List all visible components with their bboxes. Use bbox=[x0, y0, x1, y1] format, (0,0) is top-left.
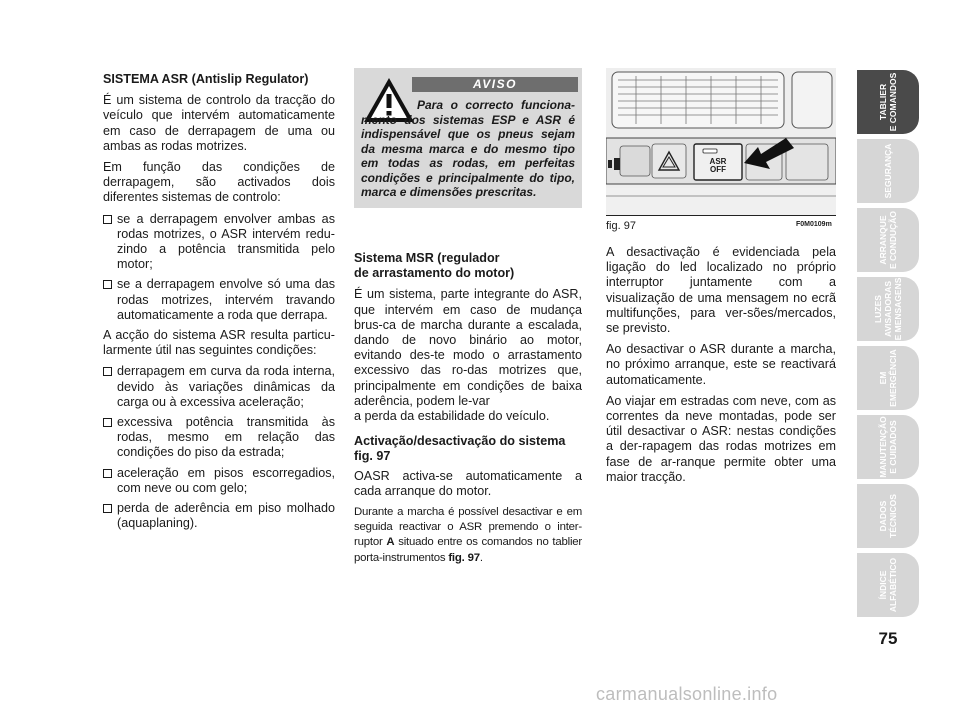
column-msr bbox=[354, 251, 582, 572]
paragraph: a perda da estabilidade do veículo. bbox=[354, 409, 550, 424]
list-item: se a derrapagem envolve só uma das rodas motrizes, intervém travando automaticamente a roda que derrapa. bbox=[103, 277, 335, 323]
list-item: perda de aderência em piso molhado (aquaplaning). bbox=[103, 501, 335, 531]
paragraph: A desactivação é evidenciada pela ligação do led localizado no próprio interruptor juntamente com a visualização de uma mensagem no ecrã multifunções, para ver-sões/mercados, se previsto. bbox=[606, 245, 836, 336]
checkbox-bullet-icon bbox=[103, 215, 112, 224]
list-item: aceleração em pisos escorregadios, com neve ou com gelo; bbox=[103, 466, 335, 496]
figure-asr-switch bbox=[606, 68, 836, 216]
column-asr bbox=[103, 72, 335, 536]
paragraph: É um sistema, parte integrante do ASR, que intervém em caso de mudança brus-ca de marcha durante a escalada, dando de novo binário ao motor, evitando des-te modo o arrastamento excessivo das ro-das motrizes que, principalmente em condições de baixa aderência, podem le-var bbox=[354, 287, 582, 408]
paragraph: A acção do sistema ASR resulta particu-larmente útil nas seguintes condições: bbox=[103, 328, 335, 358]
dashboard-illustration bbox=[606, 68, 836, 216]
list-item: se a derrapagem envolver ambas as rodas motrizes, o ASR intervém redu-zindo a potência transmitida pelo motor; bbox=[103, 212, 335, 273]
checkbox-bullet-icon bbox=[103, 469, 112, 478]
checkbox-bullet-icon bbox=[103, 280, 112, 289]
section-heading-activation: Activação/desactivação do sistema fig. 97 bbox=[354, 434, 566, 464]
tab-tablier-comandos[interactable]: TABLIER E COMANDOS bbox=[857, 70, 919, 134]
figure-code: F0M0109m bbox=[796, 221, 832, 228]
tab-emergencia[interactable]: EM EMERGÊNCIA bbox=[857, 346, 919, 410]
warning-text: Para o correcto funciona-mento dos sistemas ESP e ASR é indispensável que os pneus sejam da mesma marca e do mesmo tipo em todas as rodas, em perfeitas condições e principalmente do tipo, marca e dimensões prescritas. bbox=[361, 98, 575, 199]
paragraph: OASR activa-se automaticamente a cada arranque do motor. bbox=[354, 468, 582, 498]
tab-seguranca[interactable]: SEGURANÇA bbox=[857, 139, 919, 203]
tab-arranque-conducao[interactable]: ARRANQUE E CONDUÇÃO bbox=[857, 208, 919, 272]
tab-dados-tecnicos[interactable]: DADOS TÉCNICOS bbox=[857, 484, 919, 548]
checkbox-bullet-icon bbox=[103, 418, 112, 427]
section-heading-asr: SISTEMA ASR (Antislip Regulator) bbox=[103, 72, 309, 86]
watermark: carmanualsonline.info bbox=[596, 684, 778, 704]
paragraph: Em função das condições de derrapagem, são activados dois diferentes sistemas de controlo: bbox=[103, 160, 335, 205]
section-heading-msr: Sistema MSR (regulador de arrastamento do motor) bbox=[354, 251, 515, 281]
checkbox-bullet-icon bbox=[103, 504, 112, 513]
list-item: derrapagem em curva da roda interna, devido às variações dinâmicas da carga ou à excessiva aceleração; bbox=[103, 364, 335, 410]
list-item: excessiva potência transmitida às rodas, mesmo em relação das condições do piso da estrada; bbox=[103, 415, 335, 461]
paragraph: É um sistema de controlo da tracção do veículo que intervém automaticamente em caso de derrapagem de uma ou ambas as rodas motrizes. bbox=[103, 93, 335, 153]
warning-title: AVISO bbox=[412, 77, 578, 92]
tab-indice-alfabetico[interactable]: ÍNDICE ALFABÉTICO bbox=[857, 553, 919, 617]
paragraph: Ao viajar em estradas com neve, com as correntes da neve montadas, pode ser útil desactivar o ASR: nestas condições a der-rapagem das rodas motrizes em fase de ar-ranque permite obter uma maior tracção. bbox=[606, 393, 836, 484]
asr-off-button-label: ASR OFF bbox=[709, 157, 727, 174]
column-deactivation bbox=[606, 245, 836, 491]
tab-luzes-avisadoras[interactable]: LUZES AVISADORAS E MENSAGENS bbox=[857, 277, 919, 341]
warning-box bbox=[354, 68, 582, 208]
page-number: 75 bbox=[878, 629, 898, 648]
figure-caption: fig. 97 bbox=[606, 220, 636, 232]
tab-manutencao-cuidados[interactable]: MANUTENÇÃO E CUIDADOS bbox=[857, 415, 919, 479]
paragraph: Ao desactivar o ASR durante a marcha, no próximo arranque, este se reactivará automaticamente. bbox=[606, 342, 836, 387]
checkbox-bullet-icon bbox=[103, 367, 112, 376]
paragraph: Durante a marcha é possível desactivar e em seguida reactivar o ASR premendo o inter-ruptor A situado entre os comandos no tablier porta-instrumentos fig. 97. bbox=[354, 506, 582, 564]
